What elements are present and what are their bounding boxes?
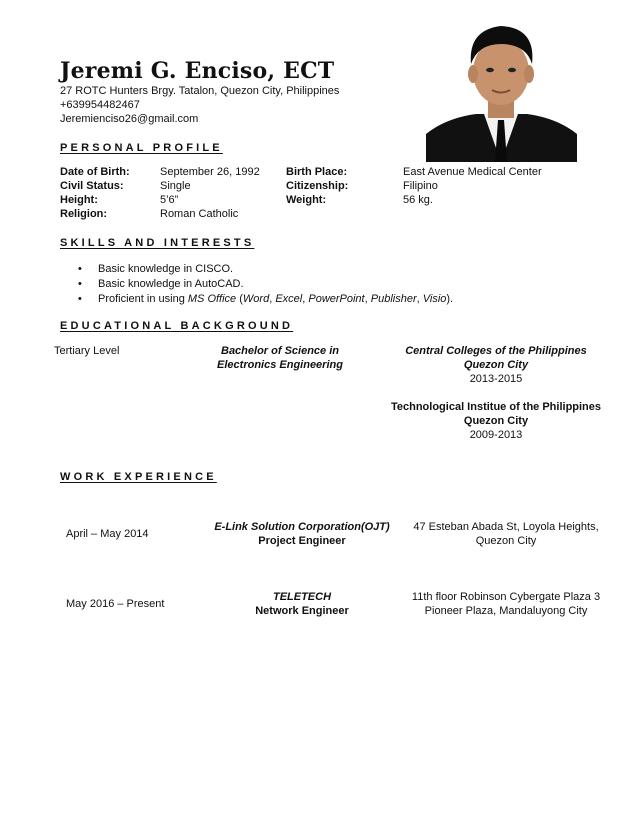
bullet-icon: •: [78, 263, 82, 275]
dob-value: September 26, 1992: [160, 166, 260, 178]
degree-line-1: Bachelor of Science in: [221, 345, 339, 357]
skill-sep: ,: [364, 293, 371, 305]
school-2-years: 2009-2013: [469, 429, 523, 441]
resume-name: Jeremi G. Enciso, ECT: [60, 58, 335, 84]
birthplace-label: Birth Place:: [286, 166, 348, 178]
civil-status-label: Civil Status:: [60, 180, 124, 192]
skills-list: [78, 262, 453, 307]
job-2-date: May 2016 – Present: [66, 598, 165, 610]
school-2-name: Technological Institue of the Philippines: [390, 401, 602, 413]
email: Jeremienciso26@gmail.com: [60, 113, 199, 125]
list-item: [78, 277, 453, 292]
dob-label: Date of Birth:: [60, 166, 130, 178]
bullet-icon: •: [78, 293, 82, 305]
education-level: Tertiary Level: [54, 345, 120, 357]
job-2-address-2: Pioneer Plaza, Mandaluyong City: [424, 605, 588, 617]
religion-label: Religion:: [60, 208, 108, 220]
job-2-role: Network Engineer: [255, 605, 349, 617]
skill-sep: ,: [302, 293, 309, 305]
skill-visio: Visio: [422, 293, 447, 305]
skill-powerpoint: PowerPoint: [308, 293, 365, 305]
civil-status-value: Single: [160, 180, 191, 192]
job-1-role: Project Engineer: [258, 535, 346, 547]
school-1-name: Central Colleges of the Philippines: [405, 345, 587, 357]
address: 27 ROTC Hunters Brgy. Tatalon, Quezon City, Philippines: [60, 85, 340, 97]
weight-value: 56 kg.: [403, 194, 433, 206]
job-1-company: E-Link Solution Corporation(OJT): [214, 521, 390, 533]
birthplace-value: East Avenue Medical Center: [403, 166, 542, 178]
section-work-experience: WORK EXPERIENCE: [60, 471, 217, 483]
list-item: [78, 292, 453, 307]
job-2-company: TELETECH: [272, 591, 332, 603]
weight-label: Weight:: [286, 194, 327, 206]
citizenship-value: Filipino: [403, 180, 438, 192]
school-2-city: Quezon City: [463, 415, 529, 427]
job-1-address-2: Quezon City: [475, 535, 537, 547]
list-item: [78, 262, 453, 277]
skill-close: ).: [446, 293, 454, 305]
phone: +639954482467: [60, 99, 140, 111]
skill-sep: ,: [269, 293, 276, 305]
skill-ms-office: MS Office: [187, 293, 237, 305]
skill-word: Word: [242, 293, 270, 305]
height-value: 5’6”: [160, 194, 179, 206]
degree-line-2: Electronics Engineering: [217, 359, 343, 371]
skill-sep: ,: [416, 293, 423, 305]
section-education: EDUCATIONAL BACKGROUND: [60, 320, 294, 332]
school-1-years: 2013-2015: [469, 373, 523, 385]
skill-publisher: Publisher: [370, 293, 417, 305]
skill-excel: Excel: [275, 293, 303, 305]
school-1-city: Quezon City: [463, 359, 529, 371]
job-1-address-1: 47 Esteban Abada St, Loyola Heights,: [413, 521, 599, 533]
skill-text: Basic knowledge in AutoCAD.: [98, 278, 244, 290]
section-skills: SKILLS AND INTERESTS: [60, 237, 255, 249]
citizenship-label: Citizenship:: [286, 180, 349, 192]
job-1-date: April – May 2014: [66, 528, 149, 540]
religion-value: Roman Catholic: [160, 208, 239, 220]
skill-text: Basic knowledge in CISCO.: [98, 263, 234, 275]
skill-open: (: [236, 293, 243, 305]
height-label: Height:: [60, 194, 98, 206]
portrait-photo: [426, 22, 577, 162]
section-personal-profile: PERSONAL PROFILE: [60, 142, 223, 154]
bullet-icon: •: [78, 278, 82, 290]
job-2-address-1: 11th floor Robinson Cybergate Plaza 3: [411, 591, 601, 603]
skill-text-prefix: Proficient in using: [98, 293, 188, 305]
